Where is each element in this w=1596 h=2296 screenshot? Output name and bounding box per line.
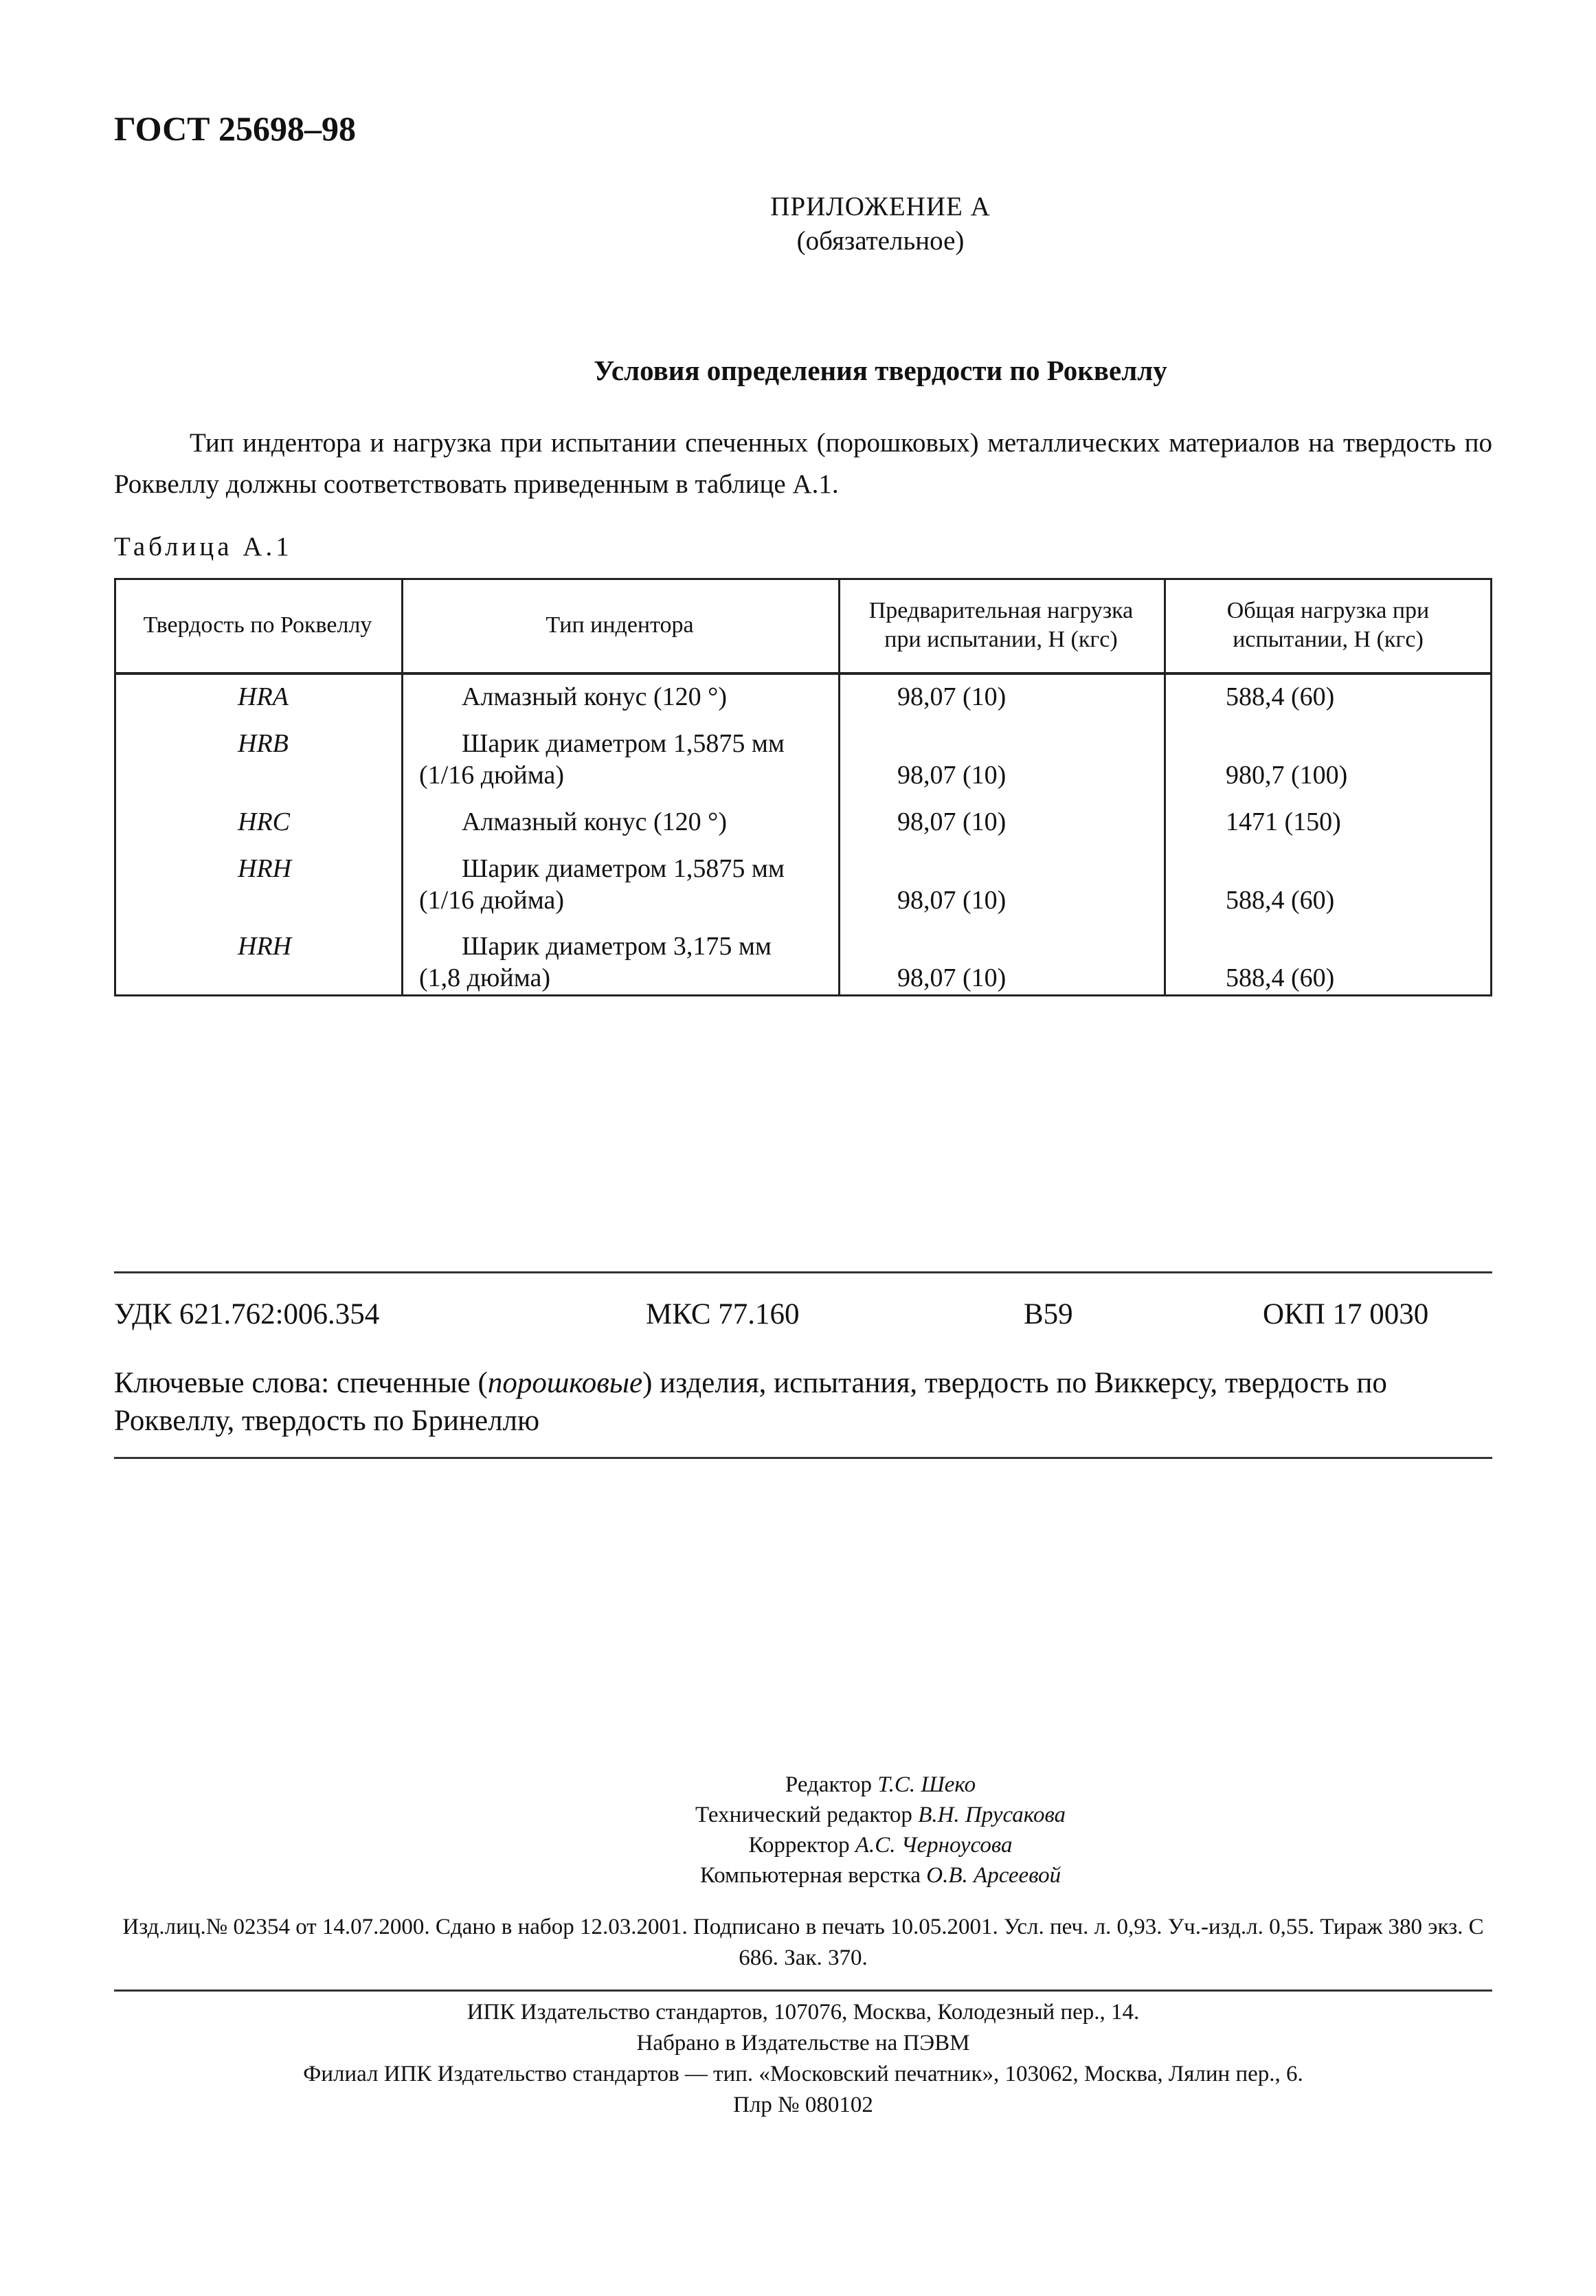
publisher-line: Набрано в Издательстве на ПЭВМ	[636, 2031, 970, 2055]
header-total-load: Общая нагрузка при испытании, Н (кгс)	[1226, 597, 1430, 652]
divider-line	[114, 1457, 1492, 1459]
table-cell-preload: 98,07 (10)	[897, 761, 1007, 790]
table-cell-total: 588,4 (60)	[1226, 963, 1335, 992]
table-cell-indenter: Шарик диаметром 3,175 мм	[462, 932, 772, 961]
group-code: В59	[1024, 1298, 1073, 1330]
table-cell-preload: 98,07 (10)	[897, 963, 1007, 992]
credit-name: О.В. Арсеевой	[926, 1863, 1061, 1888]
table-cell-scale: HRH	[238, 932, 292, 961]
table-cell-indenter: Шарик диаметром 1,5875 мм	[462, 854, 785, 883]
credit-role: Технический редактор	[695, 1803, 912, 1827]
table-cell-preload: 98,07 (10)	[897, 886, 1007, 915]
table-header-separator	[114, 672, 1492, 675]
table-cell-indenter: Алмазный конус (120 °)	[462, 807, 728, 836]
table-cell-indenter: (1/16 дюйма)	[419, 886, 565, 915]
header-hardness: Твердость по Роквеллу	[143, 612, 372, 638]
credit-role: Редактор	[785, 1772, 873, 1797]
publisher-line: Филиал ИПК Издательство стандартов — тип. «Московский печатник», 103062, Москва, Лялин пер., 6.	[303, 2062, 1303, 2086]
publisher-info	[114, 1997, 1492, 2121]
table-cell-scale: HRH	[238, 854, 292, 883]
credit-name: В.Н. Прусакова	[918, 1803, 1066, 1827]
table-caption: Таблица А.1	[114, 532, 293, 561]
divider-line	[114, 1271, 1492, 1273]
imprint: Изд.лиц.№ 02354 от 14.07.2000. Сдано в набор 12.03.2001. Подписано в печать 10.05.2001. Усл. печ. л. 0,93. Уч.-изд.л. 0,55. Тираж 380 экз. С 686. Зак. 370.	[122, 1915, 1484, 1970]
table-cell-total: 588,4 (60)	[1226, 682, 1335, 711]
section-title: Условия определения твердости по Роквеллу	[594, 355, 1167, 386]
table-cell-preload: 98,07 (10)	[897, 807, 1007, 836]
credit-name: А.С. Черноусова	[855, 1833, 1013, 1858]
document-code: ГОСТ 25698–98	[114, 109, 357, 148]
appendix-subtitle: (обязательное)	[796, 226, 965, 256]
credit-row	[165, 1800, 1596, 1830]
udk-code: УДК 621.762:006.354	[114, 1298, 380, 1330]
keywords-suffix: ) изделия, испытания, твердость по Виккерсу, твердость по Роквеллу, твердость по Бринеллю	[114, 1367, 1387, 1437]
credit-row	[165, 1830, 1596, 1860]
section-paragraph: Тип индентора и нагрузка при испытании спеченных (порошковых) металлических материалов на твердость по Роквеллу должны соответствовать приведенным в таблице А.1.	[114, 428, 1492, 499]
credit-name: Т.С. Шеко	[877, 1772, 976, 1797]
header-preload: Предварительная нагрузка при испытании, Н (кгс)	[868, 597, 1134, 652]
table-cell-scale: HRB	[238, 729, 289, 758]
keywords	[114, 1364, 1492, 1440]
table-cell-scale: HRA	[238, 682, 289, 711]
keywords-prefix: Ключевые слова: спеченные (	[114, 1367, 488, 1399]
credit-role: Корректор	[748, 1833, 850, 1858]
keywords-emphasis: порошковые	[487, 1367, 643, 1399]
publisher-line: ИПК Издательство стандартов, 107076, Москва, Колодезный пер., 14.	[467, 2000, 1140, 2025]
table-cell-indenter: (1,8 дюйма)	[419, 963, 551, 992]
table-cell-indenter: Алмазный конус (120 °)	[462, 682, 728, 711]
table-cell-total: 980,7 (100)	[1226, 761, 1348, 790]
mks-code: МКС 77.160	[646, 1298, 800, 1330]
credit-row	[165, 1860, 1596, 1891]
okp-code: ОКП 17 0030	[1263, 1298, 1429, 1330]
table-cell-scale: HRC	[238, 807, 290, 836]
credit-role: Компьютерная верстка	[699, 1863, 921, 1888]
header-indenter: Тип индентора	[546, 612, 694, 638]
table-cell-indenter: (1/16 дюйма)	[419, 761, 565, 790]
divider-line	[114, 1990, 1492, 1992]
credit-row	[165, 1770, 1596, 1800]
table-cell-indenter: Шарик диаметром 1,5875 мм	[462, 729, 785, 758]
table-cell-total: 1471 (150)	[1226, 807, 1341, 836]
rockwell-table	[114, 578, 1492, 996]
appendix-title: ПРИЛОЖЕНИЕ А	[770, 192, 991, 221]
credits	[0, 1770, 1596, 1891]
publisher-line: Плр № 080102	[733, 2093, 873, 2117]
table-cell-preload: 98,07 (10)	[897, 682, 1007, 711]
table-cell-total: 588,4 (60)	[1226, 886, 1335, 915]
